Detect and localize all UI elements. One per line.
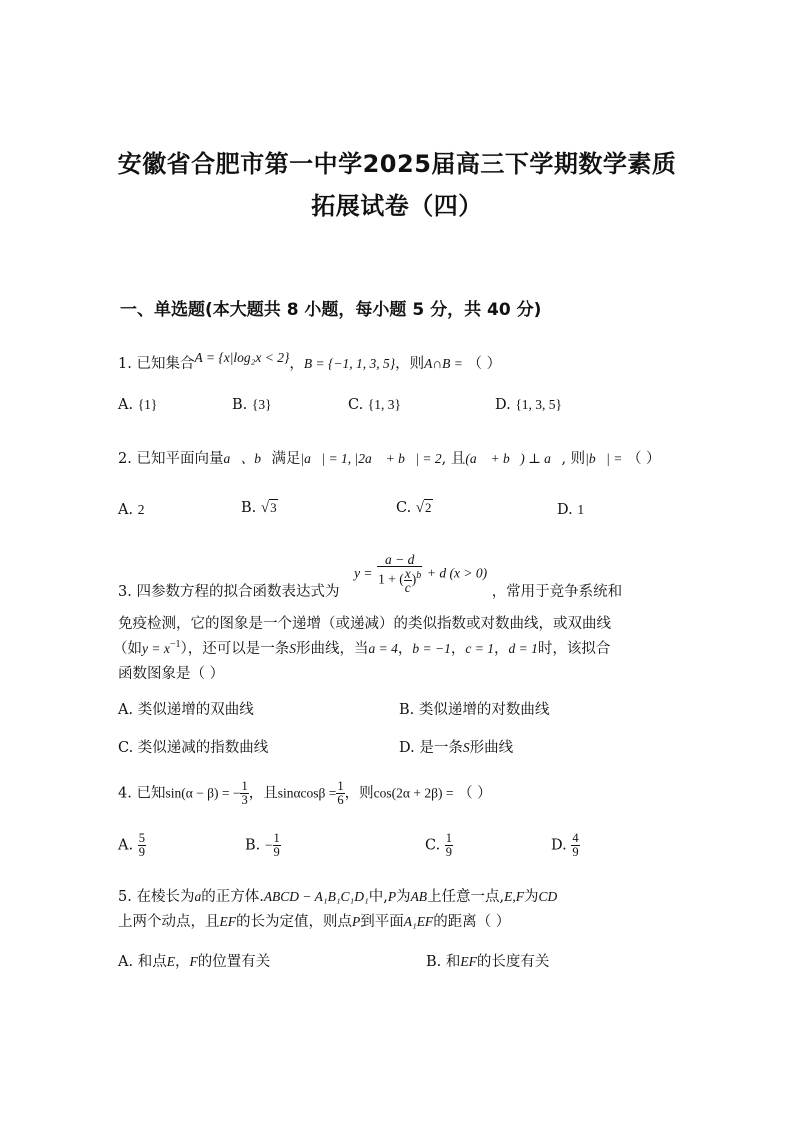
formula-fraction xyxy=(377,553,422,594)
q3-s: S xyxy=(289,641,296,656)
q3-value-d: d = 1 xyxy=(508,641,538,656)
option-value: 3 xyxy=(270,500,277,515)
formula-tail: + d (x > 0) xyxy=(426,565,488,581)
q3-value-a: a = 4 xyxy=(368,641,398,656)
inner-denominator: c xyxy=(404,580,411,595)
q2-condition-1: |a⃗| = 1, |2a⃗ + b⃗| = 2 xyxy=(300,451,442,466)
q2-text-1: 满足 xyxy=(271,451,301,467)
q3-value-c: c = 1 xyxy=(465,641,494,656)
q5-text: 为 xyxy=(524,889,539,905)
exponent-b: b xyxy=(416,569,422,581)
option-value: {1, 3} xyxy=(367,397,402,412)
q2-vectors: a⃗、b⃗ xyxy=(223,451,272,466)
q1-set-b: B = {−1, 1, 3, 5} xyxy=(303,356,396,371)
option-ef: EF xyxy=(460,954,477,969)
q5-p: P xyxy=(387,889,397,904)
option-text: 的位置有关 xyxy=(197,954,271,970)
section-heading: 一、单选题(本大题共 8 小题，每小题 5 分，共 40 分) xyxy=(120,300,542,320)
q3-exp: −1 xyxy=(169,639,181,650)
option-label: B. xyxy=(232,397,248,413)
q4-fraction-1 xyxy=(240,780,248,807)
question-5-line-2 xyxy=(118,910,510,931)
option-fraction xyxy=(273,832,281,859)
q2-prefix: 2. 已知平面向量 xyxy=(118,451,224,467)
q3-value-b: b = −1 xyxy=(412,641,451,656)
numerator: 1 xyxy=(241,779,248,793)
q5-p: P xyxy=(352,914,361,929)
q5-text: 的距离（ ） xyxy=(433,914,511,930)
option-label: C. xyxy=(396,500,412,516)
q1-mid: ， xyxy=(289,356,304,372)
q4-fraction-2 xyxy=(336,780,344,807)
formula-y: y = xyxy=(354,565,373,581)
q3-text: （如 xyxy=(113,641,142,657)
q5-text: 到平面 xyxy=(360,914,404,930)
q5-text: 为 xyxy=(396,889,411,905)
q4-text: ，且 xyxy=(248,785,278,802)
option-text: B. 和 xyxy=(426,954,461,970)
q2-option-c[interactable] xyxy=(396,500,433,517)
q1-option-c[interactable] xyxy=(348,397,401,413)
option-fraction xyxy=(138,832,146,859)
q3-formula xyxy=(354,553,487,594)
q5-a: a xyxy=(194,889,202,904)
option-label: A. xyxy=(118,837,134,854)
numerator: 1 xyxy=(337,779,344,793)
q4-sin-expr: sin(α − β) = − xyxy=(165,785,241,801)
q5-text: 中, xyxy=(368,889,388,905)
q4-option-b[interactable] xyxy=(245,832,281,859)
q4-prefix: 4. 已知 xyxy=(118,785,166,802)
question-3-line-4: 函数图象是（ ） xyxy=(118,666,225,682)
question-4 xyxy=(118,780,492,807)
q2-answer-paren: （ ） xyxy=(626,451,661,467)
option-e: E xyxy=(166,954,175,969)
q4-sc-expr: sinαcosβ = xyxy=(277,785,337,801)
denominator: 9 xyxy=(572,845,579,859)
q5-option-a[interactable] xyxy=(118,950,270,971)
option-text: D. 是一条 xyxy=(399,740,463,756)
option-value: {1} xyxy=(137,397,158,412)
q2-text-2: , 且 xyxy=(441,451,466,467)
q5-text: 5. 在棱长为 xyxy=(118,889,195,905)
option-label: C. xyxy=(348,397,364,413)
option-label: D. xyxy=(495,397,511,413)
q4-cos-expr: cos(2α + 2β) = xyxy=(373,785,454,801)
q4-text: ，则 xyxy=(344,785,374,802)
q2-text-3: , 则 xyxy=(561,451,586,467)
q5-cube: ABCD − A₁B₁C₁D₁ xyxy=(263,889,369,904)
exam-title-line-2: 拓展试卷（四） xyxy=(311,192,483,220)
q3-sep: ， xyxy=(450,641,466,657)
q5-text: 的正方体. xyxy=(201,889,264,905)
denominator: 6 xyxy=(337,793,344,807)
q5-ab: AB xyxy=(410,889,428,904)
q1-option-a[interactable] xyxy=(118,397,157,413)
option-label: B. xyxy=(245,837,261,854)
q2-option-a[interactable] xyxy=(118,502,144,518)
q5-text: 上两个动点，且 xyxy=(118,914,220,930)
q5-ef: EF xyxy=(219,914,236,929)
denominator: 9 xyxy=(273,845,280,859)
question-3-line-2: 免疫检测，它的图象是一个递增（或递减）的类似指数或对数曲线，或双曲线 xyxy=(118,616,611,632)
numerator: 1 xyxy=(445,831,453,845)
q3-func: y = x xyxy=(142,641,170,656)
q3-option-a[interactable]: A. 类似递增的双曲线 xyxy=(118,702,254,718)
q3-sep: ， xyxy=(493,641,509,657)
q5-option-b[interactable] xyxy=(426,950,549,971)
q5-plane: A₁EF xyxy=(403,914,434,929)
option-label: C. xyxy=(425,837,441,854)
q1-set-a: A = {x|log₂x < 2} xyxy=(194,350,290,365)
q4-option-c[interactable] xyxy=(425,832,453,859)
option-label: D. xyxy=(557,502,573,518)
q1-expr: A∩B = xyxy=(424,356,463,371)
denominator: 9 xyxy=(138,845,145,859)
q3-option-c[interactable]: C. 类似递减的指数曲线 xyxy=(118,740,269,756)
q5-text: 的长为定值，则点 xyxy=(236,914,352,930)
option-value: 2 xyxy=(137,502,145,517)
option-label: A. xyxy=(118,397,134,413)
formula-numerator: a − d xyxy=(377,553,422,567)
q5-cd: CD xyxy=(538,889,558,904)
option-value: 1 xyxy=(577,502,585,517)
option-sign: − xyxy=(264,837,273,853)
denominator: 3 xyxy=(241,793,248,807)
numerator: 5 xyxy=(138,831,145,845)
option-fraction xyxy=(445,832,453,859)
q3-text: ），还可以是一条 xyxy=(180,641,290,657)
q2-condition-2: (a⃗ + b⃗) ⊥ a⃗ xyxy=(465,451,562,466)
option-label: B. xyxy=(241,500,257,516)
q4-option-a[interactable] xyxy=(118,832,146,859)
q4-answer-paren: （ ） xyxy=(458,785,492,802)
sqrt-symbol: √3 xyxy=(260,500,277,516)
q3-option-b[interactable]: B. 类似递增的对数曲线 xyxy=(399,702,550,718)
q3-prefix: 3. 四参数方程的拟合函数表达式为 xyxy=(118,584,340,600)
q3-text: 形曲线，当 xyxy=(295,641,369,657)
q5-text: 上任意一点, xyxy=(427,889,505,905)
question-1 xyxy=(118,352,501,373)
q1-option-d[interactable] xyxy=(495,397,562,413)
option-label: A. xyxy=(118,502,134,518)
inner-fraction xyxy=(404,567,412,594)
formula-denominator xyxy=(377,567,422,594)
question-3-line-1 xyxy=(118,552,623,600)
option-sep: ， xyxy=(174,954,190,970)
option-value: {1, 3, 5} xyxy=(515,397,563,412)
exam-title-line-1: 安徽省合肥市第一中学2025届高三下学期数学素质 xyxy=(117,150,677,178)
q2-ask: |b⃗| = xyxy=(585,451,623,466)
q3-option-d[interactable] xyxy=(399,736,513,757)
q3-sep: ， xyxy=(397,641,413,657)
option-text: 的长度有关 xyxy=(476,954,550,970)
option-label: D. xyxy=(551,837,567,854)
q3-text: 时，该拟合 xyxy=(537,641,611,657)
q1-prefix: 1. 已知集合 xyxy=(118,356,195,372)
q1-suffix: ，则 xyxy=(395,356,425,372)
q3-line1-suffix: ，常用于竞争系统和 xyxy=(491,584,623,600)
question-3-line-3 xyxy=(113,637,610,658)
question-2 xyxy=(118,447,661,468)
q4-option-d[interactable] xyxy=(551,832,580,859)
q1-option-b[interactable] xyxy=(232,397,272,413)
option-value: 2 xyxy=(425,500,432,515)
q1-answer-paren: （ ） xyxy=(467,356,502,372)
inner-numerator: x xyxy=(404,566,411,581)
option-text: A. 和点 xyxy=(118,954,167,970)
option-value: {3} xyxy=(251,397,272,412)
option-fraction xyxy=(571,832,579,859)
q5-ef: E,F xyxy=(504,889,525,904)
den-part-b: ) xyxy=(411,571,417,587)
numerator: 4 xyxy=(572,831,579,845)
den-part-a: 1 + ( xyxy=(378,571,404,587)
option-text: 形曲线 xyxy=(469,740,514,756)
option-f: F xyxy=(189,954,198,969)
q2-option-b[interactable] xyxy=(241,500,278,517)
sqrt-symbol: √2 xyxy=(415,500,432,516)
q2-option-d[interactable] xyxy=(557,502,584,518)
numerator: 1 xyxy=(273,831,280,845)
option-s: S xyxy=(462,740,470,755)
question-5-line-1 xyxy=(118,885,557,906)
denominator: 9 xyxy=(445,845,453,859)
